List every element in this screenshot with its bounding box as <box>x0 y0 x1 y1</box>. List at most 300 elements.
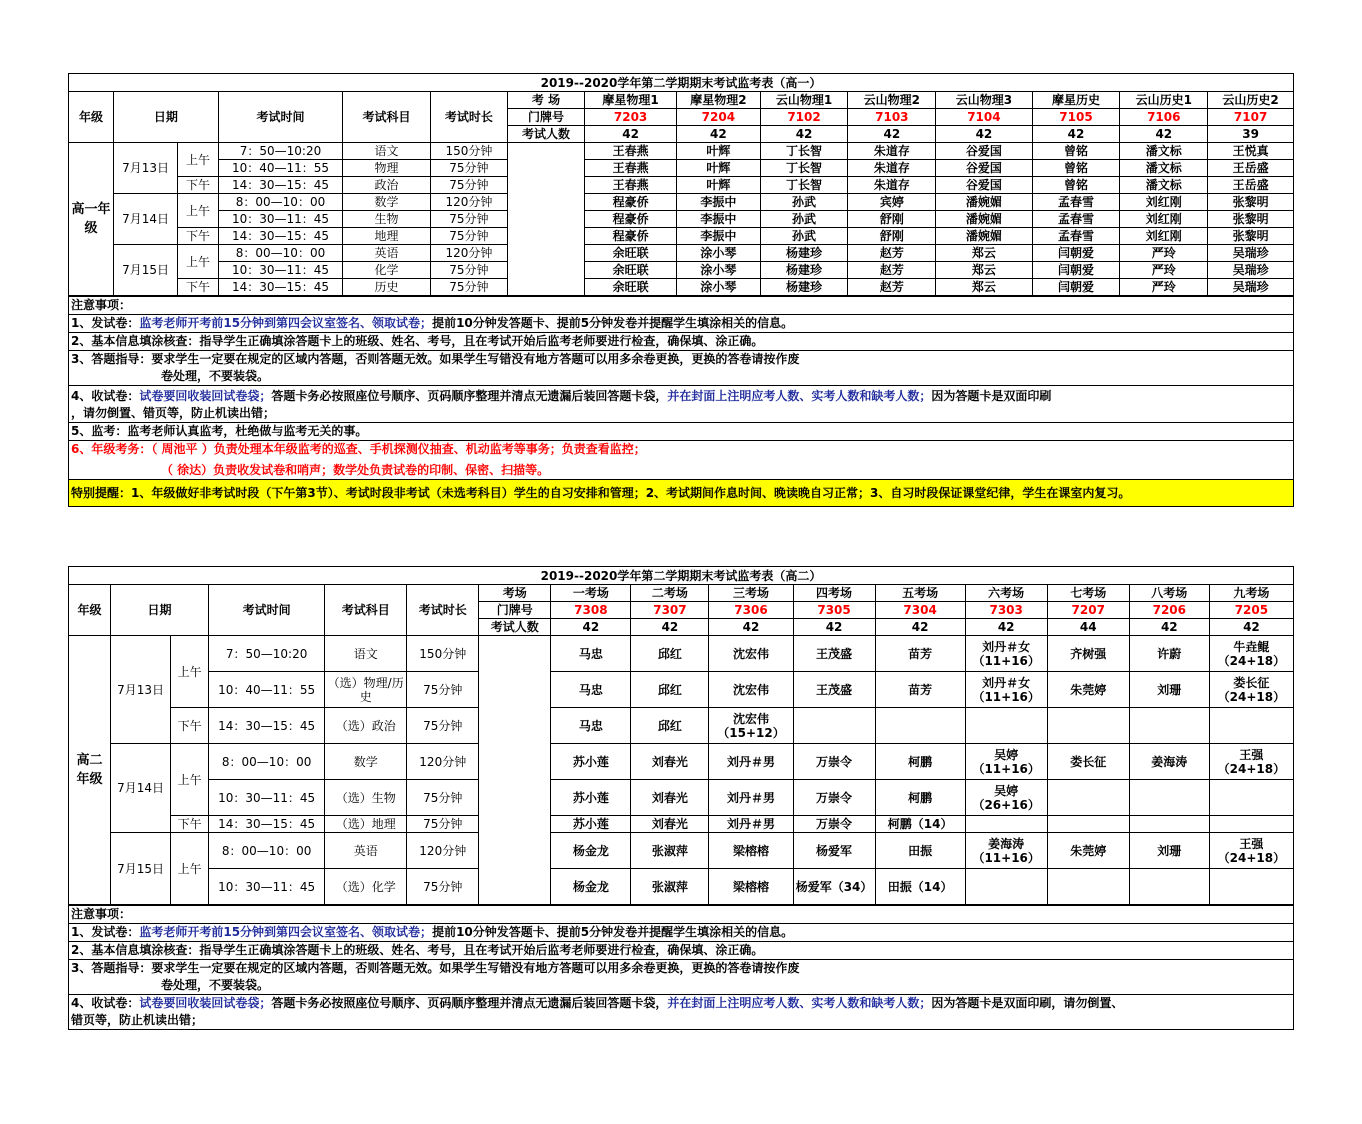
proctor: 朱道存 <box>848 177 936 194</box>
note-3: 3、答题指导：要求学生一定要在规定的区域内答题，否则答题无效。如果学生写错没有地方答题可以用多余卷更换，更换的答卷请按作废 <box>69 959 1293 977</box>
note-text: 1、发试卷： <box>71 316 140 330</box>
proctor: 杨建珍 <box>760 245 848 262</box>
exam-count: 42 <box>709 619 793 636</box>
proctor: 潘婉媚 <box>936 211 1032 228</box>
note-text: 答题卡务必按照座位号顺序、页码顺序整理并清点无遗漏后装回答题卡袋， <box>271 996 668 1010</box>
note-text: 试卷要回收装回试卷袋； <box>139 996 272 1010</box>
header-date: 日期 <box>113 92 218 143</box>
proctor: 王茂盛 <box>793 636 875 672</box>
schedule-table-grade2 <box>68 566 1294 905</box>
proctor: 苏小莲 <box>551 816 631 833</box>
exam-time: 8：00—10：00 <box>218 245 342 262</box>
proctor: 刘丹＃女（11+16） <box>965 672 1047 708</box>
proctor <box>1129 708 1209 744</box>
proctor: 刘丹＃男 <box>709 780 793 816</box>
exam-duration: 75分钟 <box>407 816 479 833</box>
proctor: 万崇令 <box>793 780 875 816</box>
day-label: 7月14日 <box>111 744 171 833</box>
exam-time: 10：40—11：55 <box>218 160 342 177</box>
proctor: 涂小琴 <box>677 245 761 262</box>
note-text: 1、发试卷： <box>71 925 140 939</box>
exam-subject: 数学 <box>343 194 431 211</box>
exam-duration: 75分钟 <box>430 262 507 279</box>
proctor: 王春燕 <box>585 177 677 194</box>
proctor <box>1129 780 1209 816</box>
exam-count: 42 <box>1129 619 1209 636</box>
room-name: 六考场 <box>965 585 1047 602</box>
door-number: 7103 <box>848 109 936 126</box>
room-name: 云山物理2 <box>848 92 936 109</box>
proctor: 王岳盛 <box>1208 177 1294 194</box>
room-name: 摩星物理1 <box>585 92 677 109</box>
door-number: 7206 <box>1129 602 1209 619</box>
proctor: 吴婷（11+16） <box>965 744 1047 780</box>
period-label: 上午 <box>171 833 209 905</box>
proctor: 杨爱军（34） <box>793 869 875 905</box>
exam-subject: 政治 <box>343 177 431 194</box>
proctor: 张淑萍 <box>631 833 709 869</box>
proctor: 宾婷 <box>848 194 936 211</box>
proctor <box>793 708 875 744</box>
exam-duration: 75分钟 <box>430 177 507 194</box>
note-2: 2、基本信息填涂核查：指导学生正确填涂答题卡上的班级、姓名、考号，且在考试开始后监考老师要进行检查，确保填、涂正确。 <box>69 941 1293 959</box>
note-text: 监考老师开考前15分钟到第四会议室签名、领取试卷； <box>139 925 433 939</box>
proctor: 姜海涛（11+16） <box>965 833 1047 869</box>
proctor: 孟春雪 <box>1032 211 1120 228</box>
period-label: 下午 <box>171 708 209 744</box>
room-name: 云山物理1 <box>760 92 848 109</box>
door-number: 7308 <box>551 602 631 619</box>
proctor <box>1047 780 1129 816</box>
exam-count: 42 <box>875 619 965 636</box>
proctor: 谷爱国 <box>936 177 1032 194</box>
proctor: 丁长智 <box>760 177 848 194</box>
note-text: 监考老师开考前15分钟到第四会议室签名、领取试卷； <box>139 316 433 330</box>
exam-subject: （选）生物 <box>325 780 407 816</box>
blank-cell <box>507 143 584 296</box>
exam-duration: 75分钟 <box>430 279 507 296</box>
door-number: 7304 <box>875 602 965 619</box>
proctor <box>1209 869 1293 905</box>
door-number: 7203 <box>585 109 677 126</box>
table-title: 2019--2020学年第二学期期末考试监考表（高一） <box>69 74 1294 92</box>
proctor: 杨金龙 <box>551 833 631 869</box>
proctor: 王春燕 <box>585 160 677 177</box>
exam-subject: 数学 <box>325 744 407 780</box>
exam-subject: （选）政治 <box>325 708 407 744</box>
proctor: 闫朝爱 <box>1032 245 1120 262</box>
day-label: 7月15日 <box>113 245 177 296</box>
period-label: 上午 <box>171 636 209 708</box>
proctor: 柯鹏（14） <box>875 816 965 833</box>
day-label: 7月14日 <box>113 194 177 245</box>
exam-duration: 75分钟 <box>430 228 507 245</box>
door-number: 7306 <box>709 602 793 619</box>
proctor: 朱莞婷 <box>1047 833 1129 869</box>
proctor: 苗芳 <box>875 672 965 708</box>
proctor: 马忠 <box>551 672 631 708</box>
exam-time: 7：50—10:20 <box>218 143 342 160</box>
period-label: 下午 <box>178 177 219 194</box>
proctor: 牛垚鲲（24+18） <box>1209 636 1293 672</box>
proctor: 邱红 <box>631 672 709 708</box>
exam-count: 42 <box>793 619 875 636</box>
proctor: 王强（24+18） <box>1209 744 1293 780</box>
proctor: 曾铭 <box>1032 177 1120 194</box>
note-text: 并在封面上注明应考人数、实考人数和缺考人数； <box>667 389 932 403</box>
room-name: 二考场 <box>631 585 709 602</box>
proctor: 曾铭 <box>1032 143 1120 160</box>
exam-time: 14：30—15：45 <box>218 228 342 245</box>
proctor: 杨金龙 <box>551 869 631 905</box>
proctor: 郑云 <box>936 245 1032 262</box>
proctor: 潘文标 <box>1120 143 1208 160</box>
door-number: 7305 <box>793 602 875 619</box>
schedule-table-grade1 <box>68 73 1294 296</box>
proctor: 刘红刚 <box>1120 228 1208 245</box>
header-count: 考试人数 <box>507 126 584 143</box>
exam-time: 10：40—11：55 <box>209 672 325 708</box>
proctor: 孙武 <box>760 228 848 245</box>
note-1 <box>69 314 1293 332</box>
exam-duration: 75分钟 <box>407 869 479 905</box>
exam-time: 8：00—10：00 <box>209 833 325 869</box>
exam-count: 42 <box>631 619 709 636</box>
note-4 <box>69 385 1293 405</box>
room-name: 四考场 <box>793 585 875 602</box>
proctor: 严玲 <box>1120 245 1208 262</box>
proctor: 丁长智 <box>760 160 848 177</box>
proctor: 沈宏伟（15+12） <box>709 708 793 744</box>
header-door: 门牌号 <box>479 602 551 619</box>
proctor <box>1129 869 1209 905</box>
room-name: 八考场 <box>1129 585 1209 602</box>
notes-section <box>68 296 1294 507</box>
proctor: 邱红 <box>631 708 709 744</box>
proctor: 潘婉媚 <box>936 194 1032 211</box>
proctor: 苗芳 <box>875 636 965 672</box>
proctor: 谷爱国 <box>936 160 1032 177</box>
proctor: 齐树强 <box>1047 636 1129 672</box>
exam-time: 7：50—10:20 <box>209 636 325 672</box>
note-text: 4、收试卷： <box>71 389 140 403</box>
exam-count: 42 <box>551 619 631 636</box>
room-name: 云山历史1 <box>1120 92 1208 109</box>
proctor: 张黎明 <box>1208 228 1294 245</box>
proctor: 吴瑞珍 <box>1208 262 1294 279</box>
note-4 <box>69 994 1293 1012</box>
door-number: 7107 <box>1208 109 1294 126</box>
exam-duration: 75分钟 <box>407 780 479 816</box>
exam-table-grade2 <box>68 566 1294 1030</box>
proctor: 叶辉 <box>677 160 761 177</box>
note-5: 5、监考：监考老师认真监考，杜绝做与监考无关的事。 <box>69 422 1293 440</box>
proctor: 赵芳 <box>848 262 936 279</box>
proctor: 苏小莲 <box>551 780 631 816</box>
exam-duration: 75分钟 <box>407 708 479 744</box>
proctor: 朱莞婷 <box>1047 672 1129 708</box>
note-3: 3、答题指导：要求学生一定要在规定的区域内答题，否则答题无效。如果学生写错没有地方答题可以用多余卷更换，更换的答卷请按作废 <box>69 350 1293 368</box>
proctor: 王岳盛 <box>1208 160 1294 177</box>
header-duration: 考试时长 <box>407 585 479 636</box>
note-3-cont: 卷处理，不要装袋。 <box>161 369 270 383</box>
proctor: 曾铭 <box>1032 160 1120 177</box>
proctor: 柯鹏 <box>875 744 965 780</box>
exam-subject: （选）化学 <box>325 869 407 905</box>
door-number: 7104 <box>936 109 1032 126</box>
proctor: 朱道存 <box>848 160 936 177</box>
note-1 <box>69 923 1293 941</box>
exam-subject: 化学 <box>343 262 431 279</box>
exam-count: 42 <box>848 126 936 143</box>
exam-time: 10：30—11：45 <box>218 211 342 228</box>
proctor: 柯鹏 <box>875 780 965 816</box>
door-number: 7102 <box>760 109 848 126</box>
header-door: 门牌号 <box>507 109 584 126</box>
period-label: 上午 <box>178 245 219 279</box>
proctor: 刘丹＃男 <box>709 744 793 780</box>
table-title: 2019--2020学年第二学期期末考试监考表（高二） <box>69 567 1294 585</box>
proctor: 李振中 <box>677 211 761 228</box>
note-6-cont: （ 徐达）负责收发试卷和哨声；数学处负责试卷的印制、保密、扫描等。 <box>161 463 550 477</box>
note-text: 因为答题卡是双面印刷 <box>931 389 1052 403</box>
exam-subject: 语文 <box>343 143 431 160</box>
proctor <box>965 708 1047 744</box>
exam-count: 42 <box>585 126 677 143</box>
room-name: 云山物理3 <box>936 92 1032 109</box>
room-name: 摩星物理2 <box>677 92 761 109</box>
header-grade: 年级 <box>69 585 111 636</box>
proctor: 余旺联 <box>585 262 677 279</box>
proctor: 杨建珍 <box>760 279 848 296</box>
proctor: 苏小莲 <box>551 744 631 780</box>
header-time: 考试时间 <box>209 585 325 636</box>
proctor: 梁榕榕 <box>709 869 793 905</box>
proctor: 严玲 <box>1120 262 1208 279</box>
period-label: 上午 <box>171 744 209 816</box>
proctor <box>965 816 1047 833</box>
proctor: 郑云 <box>936 262 1032 279</box>
exam-time: 14：30—15：45 <box>209 816 325 833</box>
proctor: 潘文标 <box>1120 160 1208 177</box>
proctor: 程豪侨 <box>585 211 677 228</box>
proctor: 田振（14） <box>875 869 965 905</box>
proctor: 刘红刚 <box>1120 211 1208 228</box>
proctor: 李振中 <box>677 228 761 245</box>
exam-count: 44 <box>1047 619 1129 636</box>
proctor: 王强（24+18） <box>1209 833 1293 869</box>
proctor: 王茂盛 <box>793 672 875 708</box>
proctor: 杨建珍 <box>760 262 848 279</box>
exam-count: 39 <box>1208 126 1294 143</box>
room-name: 摩星历史 <box>1032 92 1120 109</box>
header-time: 考试时间 <box>218 92 342 143</box>
proctor: 吴瑞珍 <box>1208 245 1294 262</box>
proctor <box>1209 780 1293 816</box>
proctor: 孙武 <box>760 211 848 228</box>
proctor <box>1129 816 1209 833</box>
special-reminder: 特别提醒：1、年级做好非考试时段（下午第3节）、考试时段非考试（未选考科目）学生的自习安排和管理；2、考试期间作息时间、晚读晚自习正常；3、自习时段保证课堂纪律，学生在课室内复习。 <box>69 479 1293 506</box>
room-name: 五考场 <box>875 585 965 602</box>
proctor: 沈宏伟 <box>709 636 793 672</box>
exam-count: 42 <box>1209 619 1293 636</box>
exam-time: 8：00—10：00 <box>209 744 325 780</box>
note-4-cont: 错页等，防止机读出错； <box>71 1013 204 1027</box>
exam-subject: 历史 <box>343 279 431 296</box>
door-number: 7204 <box>677 109 761 126</box>
room-name: 七考场 <box>1047 585 1129 602</box>
header-duration: 考试时长 <box>430 92 507 143</box>
notes-section <box>68 905 1294 1030</box>
period-label: 下午 <box>178 228 219 245</box>
proctor: 邱红 <box>631 636 709 672</box>
proctor: 孟春雪 <box>1032 194 1120 211</box>
room-name: 一考场 <box>551 585 631 602</box>
proctor: 刘春光 <box>631 744 709 780</box>
grade-label: 高二年级 <box>69 636 111 905</box>
exam-time: 14：30—15：45 <box>209 708 325 744</box>
note-text: 4、收试卷： <box>71 996 140 1010</box>
proctor: 刘珊 <box>1129 672 1209 708</box>
proctor: 涂小琴 <box>677 279 761 296</box>
door-number: 7207 <box>1047 602 1129 619</box>
exam-time: 8：00—10：00 <box>218 194 342 211</box>
day-label: 7月13日 <box>111 636 171 744</box>
blank-cell <box>479 636 551 905</box>
note-text: 答题卡务必按照座位号顺序、页码顺序整理并清点无遗漏后装回答题卡袋， <box>271 389 668 403</box>
note-text: 并在封面上注明应考人数、实考人数和缺考人数； <box>667 996 932 1010</box>
proctor <box>875 708 965 744</box>
header-date: 日期 <box>111 585 209 636</box>
proctor: 刘珊 <box>1129 833 1209 869</box>
exam-count: 42 <box>1120 126 1208 143</box>
exam-time: 10：30—11：45 <box>209 780 325 816</box>
exam-duration: 75分钟 <box>407 672 479 708</box>
proctor: 涂小琴 <box>677 262 761 279</box>
note-text: 因为答题卡是双面印刷，请勿倒置、 <box>931 996 1124 1010</box>
exam-count: 42 <box>677 126 761 143</box>
proctor: 刘红刚 <box>1120 194 1208 211</box>
proctor: 王春燕 <box>585 143 677 160</box>
proctor: 孟春雪 <box>1032 228 1120 245</box>
proctor: 李振中 <box>677 194 761 211</box>
proctor <box>1047 708 1129 744</box>
proctor: 马忠 <box>551 708 631 744</box>
header-room: 考 场 <box>507 92 584 109</box>
exam-count: 42 <box>760 126 848 143</box>
proctor: 赵芳 <box>848 245 936 262</box>
exam-subject: 地理 <box>343 228 431 245</box>
proctor: 张黎明 <box>1208 211 1294 228</box>
proctor: 张淑萍 <box>631 869 709 905</box>
note-6: 6、年级考务：（ 周池平 ）负责处理本年级监考的巡查、手机探测仪抽查、机动监考等事务；负责查看监控； <box>69 440 1293 458</box>
exam-subject: （选）地理 <box>325 816 407 833</box>
exam-count: 42 <box>936 126 1032 143</box>
header-subject: 考试科目 <box>343 92 431 143</box>
header-count: 考试人数 <box>479 619 551 636</box>
proctor: 丁长智 <box>760 143 848 160</box>
proctor: 刘丹＃男 <box>709 816 793 833</box>
proctor: 吴婷（26+16） <box>965 780 1047 816</box>
exam-duration: 120分钟 <box>430 194 507 211</box>
exam-duration: 120分钟 <box>407 744 479 780</box>
proctor: 刘春光 <box>631 816 709 833</box>
door-number: 7205 <box>1209 602 1293 619</box>
proctor: 吴瑞珍 <box>1208 279 1294 296</box>
proctor: 郑云 <box>936 279 1032 296</box>
proctor: 田振 <box>875 833 965 869</box>
exam-time: 10：30—11：45 <box>218 262 342 279</box>
proctor: 刘春光 <box>631 780 709 816</box>
exam-duration: 150分钟 <box>407 636 479 672</box>
proctor: 潘婉媚 <box>936 228 1032 245</box>
period-label: 上午 <box>178 143 219 177</box>
proctor: 严玲 <box>1120 279 1208 296</box>
proctor: 梁榕榕 <box>709 833 793 869</box>
proctor: 赵芳 <box>848 279 936 296</box>
proctor: 舒刚 <box>848 211 936 228</box>
header-room: 考场 <box>479 585 551 602</box>
proctor: 王悦真 <box>1208 143 1294 160</box>
door-number: 7307 <box>631 602 709 619</box>
proctor: 闫朝爱 <box>1032 262 1120 279</box>
note-text: 试卷要回收装回试卷袋； <box>139 389 272 403</box>
exam-duration: 120分钟 <box>407 833 479 869</box>
exam-subject: 生物 <box>343 211 431 228</box>
proctor: 娄长征（24+18） <box>1209 672 1293 708</box>
exam-time: 14：30—15：45 <box>218 177 342 194</box>
note-2: 2、基本信息填涂核查：指导学生正确填涂答题卡上的班级、姓名、考号，且在考试开始后监考老师要进行检查，确保填、涂正确。 <box>69 332 1293 350</box>
door-number: 7303 <box>965 602 1047 619</box>
exam-subject: 物理 <box>343 160 431 177</box>
room-name: 云山历史2 <box>1208 92 1294 109</box>
notes-heading: 注意事项： <box>69 905 1293 923</box>
proctor: 刘丹＃女（11+16） <box>965 636 1047 672</box>
period-label: 上午 <box>178 194 219 228</box>
exam-subject: 语文 <box>325 636 407 672</box>
proctor: 万崇令 <box>793 744 875 780</box>
exam-table-grade1 <box>68 73 1294 507</box>
notes-heading: 注意事项： <box>69 296 1293 314</box>
exam-subject: 英语 <box>343 245 431 262</box>
proctor: 沈宏伟 <box>709 672 793 708</box>
exam-time: 10：30—11：45 <box>209 869 325 905</box>
note-text: 提前10分钟发答题卡、提前5分钟发卷并提醒学生填涂相关的信息。 <box>432 316 794 330</box>
proctor <box>1047 816 1129 833</box>
room-name: 三考场 <box>709 585 793 602</box>
exam-time: 14：30—15：45 <box>218 279 342 296</box>
room-name: 九考场 <box>1209 585 1293 602</box>
exam-subject: 英语 <box>325 833 407 869</box>
door-number: 7106 <box>1120 109 1208 126</box>
exam-subject: （选）物理/历史 <box>325 672 407 708</box>
door-number: 7105 <box>1032 109 1120 126</box>
proctor: 姜海涛 <box>1129 744 1209 780</box>
day-label: 7月13日 <box>113 143 177 194</box>
grade-label: 高一年级 <box>69 143 114 296</box>
proctor <box>1047 869 1129 905</box>
proctor: 许蔚 <box>1129 636 1209 672</box>
proctor: 孙武 <box>760 194 848 211</box>
period-label: 下午 <box>171 816 209 833</box>
proctor: 谷爱国 <box>936 143 1032 160</box>
proctor: 朱道存 <box>848 143 936 160</box>
proctor: 程豪侨 <box>585 228 677 245</box>
period-label: 下午 <box>178 279 219 296</box>
exam-duration: 150分钟 <box>430 143 507 160</box>
day-label: 7月15日 <box>111 833 171 905</box>
proctor <box>1209 708 1293 744</box>
